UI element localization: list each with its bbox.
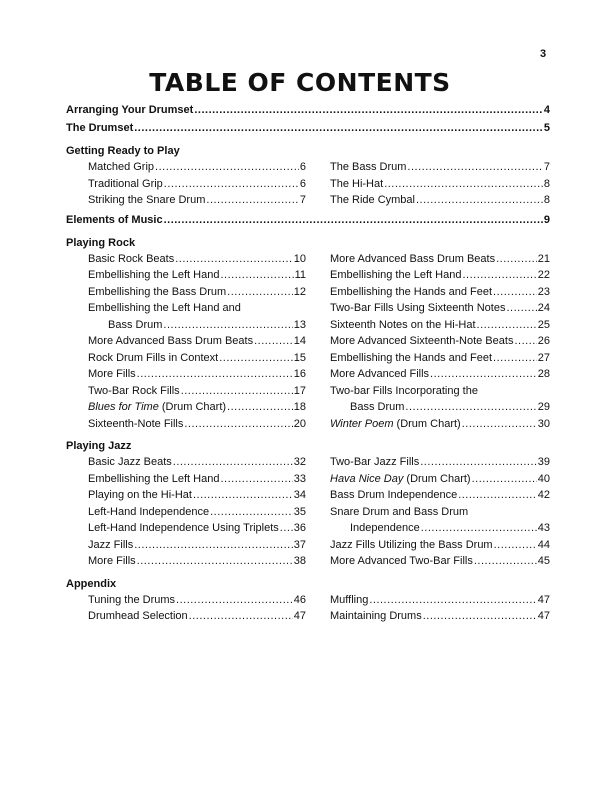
toc-entry[interactable] xyxy=(330,454,550,471)
dot-leader xyxy=(407,159,542,176)
dot-leader xyxy=(474,553,537,570)
entry-page: 17 xyxy=(293,384,306,397)
dot-leader xyxy=(164,211,543,229)
entry-page: 47 xyxy=(537,610,550,622)
section-columns xyxy=(66,592,550,625)
entry-title-text: Embellishing the Bass Drum xyxy=(88,285,227,298)
dot-leader xyxy=(189,608,293,625)
dot-leader xyxy=(184,416,292,433)
toc-entry[interactable] xyxy=(330,553,550,570)
dot-leader xyxy=(155,159,299,176)
dot-leader xyxy=(163,317,292,334)
entry-page: 38 xyxy=(293,555,306,567)
section-heading: Playing Rock xyxy=(66,236,136,249)
toc-entry[interactable] xyxy=(88,487,306,504)
toc-entry[interactable] xyxy=(88,317,306,334)
toc-entry[interactable] xyxy=(88,267,306,284)
entry-title-text: More Advanced Sixteenth-Note Beats xyxy=(330,335,514,347)
entry-page: 8 xyxy=(543,177,550,190)
right-column xyxy=(330,251,550,433)
entry-title-text: More Advanced Two-Bar Fills xyxy=(330,555,473,567)
entry-title-text: Sixteenth-Note Fills xyxy=(88,417,184,430)
entry-title xyxy=(330,383,478,400)
entry-title-text: More Advanced Bass Drum Beats xyxy=(88,335,254,347)
entry-title xyxy=(66,101,193,119)
entry-page: 25 xyxy=(537,318,550,331)
entry-title-text: Embellishing the Left Hand and xyxy=(88,302,241,314)
entry-title-text: (Drum Chart) xyxy=(403,472,471,485)
entry-page: 22 xyxy=(537,269,550,281)
entry-page: 47 xyxy=(293,610,306,622)
toc-entry[interactable] xyxy=(88,159,306,176)
entry-title-text: Bass Drum xyxy=(350,401,405,413)
entry-page: 23 xyxy=(537,285,550,298)
entry-title xyxy=(330,176,383,193)
dot-leader xyxy=(194,101,543,119)
dot-leader xyxy=(506,300,536,317)
dot-leader xyxy=(430,366,537,383)
toc-entry[interactable] xyxy=(88,383,306,400)
entry-title xyxy=(88,300,241,317)
entry-title xyxy=(88,487,192,504)
entry-title-text: Snare Drum and Bass Drum xyxy=(330,505,469,518)
toc-entry[interactable] xyxy=(88,251,306,268)
entry-page: 29 xyxy=(537,401,550,413)
toc-entry[interactable] xyxy=(88,300,306,317)
entry-title-text: Sixteenth Notes on the Hi-Hat xyxy=(330,318,476,331)
entry-title xyxy=(330,487,457,504)
dot-leader xyxy=(206,192,298,209)
toc-entry[interactable] xyxy=(330,487,550,504)
toc-entry[interactable] xyxy=(88,192,306,209)
toc-entry[interactable] xyxy=(330,176,550,193)
toc-entry[interactable] xyxy=(66,101,550,119)
entry-title xyxy=(88,454,172,471)
entry-title xyxy=(330,350,492,367)
entry-title xyxy=(330,504,468,521)
entry-title xyxy=(88,553,136,570)
right-column xyxy=(330,159,550,209)
toc-entry[interactable] xyxy=(88,471,306,488)
entry-title xyxy=(330,366,429,383)
entry-title xyxy=(88,366,136,383)
entry-title-text: Drumhead Selection xyxy=(88,610,188,622)
dot-leader xyxy=(134,119,543,137)
toc-entry[interactable] xyxy=(88,592,306,609)
dot-leader xyxy=(493,350,537,367)
entry-title-text: Striking the Snare Drum xyxy=(88,194,206,206)
toc-entry[interactable] xyxy=(330,366,550,383)
entry-page: 46 xyxy=(293,593,306,606)
toc-entry[interactable] xyxy=(330,350,550,367)
entry-title-text: (Drum Chart) xyxy=(158,401,227,413)
section-columns xyxy=(66,251,550,433)
entry-page: 5 xyxy=(543,122,550,134)
dot-leader xyxy=(496,251,537,268)
dot-leader xyxy=(220,267,293,284)
dot-leader xyxy=(164,176,299,193)
dot-leader xyxy=(220,471,292,488)
entry-title-text: Embellishing the Hands and Feet xyxy=(330,285,493,298)
dot-leader xyxy=(477,317,537,334)
entry-page: 16 xyxy=(293,368,306,380)
entry-title-text: More Advanced Fills xyxy=(330,368,430,380)
toc-entry[interactable] xyxy=(330,333,550,350)
dot-leader xyxy=(514,333,536,350)
entry-page: 20 xyxy=(293,417,306,430)
entry-title xyxy=(330,592,368,609)
entry-page: 24 xyxy=(537,302,550,314)
toc-entry[interactable] xyxy=(88,416,306,433)
left-column xyxy=(88,592,306,625)
toc-entry[interactable] xyxy=(88,553,306,570)
entry-title xyxy=(330,251,495,268)
dot-leader xyxy=(493,284,537,301)
entry-page: 11 xyxy=(294,269,306,281)
entry-page: 40 xyxy=(537,472,550,485)
entry-page: 6 xyxy=(299,161,306,173)
dot-leader xyxy=(462,416,537,433)
toc-entry[interactable] xyxy=(88,176,306,193)
section-columns xyxy=(66,159,550,209)
entry-title-text: Two-Bar Jazz Fills xyxy=(330,456,420,468)
section-heading: Playing Jazz xyxy=(66,440,132,452)
toc-entry[interactable] xyxy=(88,537,306,554)
entry-title xyxy=(88,284,226,301)
toc-entry[interactable] xyxy=(88,608,306,625)
page-title: TABLE OF CONTENTS xyxy=(149,68,451,97)
toc-entry[interactable] xyxy=(330,399,550,416)
entry-title-text: Maintaining Drums xyxy=(330,610,422,622)
dot-leader xyxy=(420,454,537,471)
entry-page: 43 xyxy=(537,522,550,534)
entry-title-italic: Blues for Time xyxy=(88,401,159,413)
dot-leader xyxy=(280,520,293,537)
dot-leader xyxy=(175,251,293,268)
dot-leader xyxy=(254,333,293,350)
dot-leader xyxy=(181,383,293,400)
entry-title-text: More Advanced Bass Drum Beats xyxy=(330,252,496,265)
left-column xyxy=(88,159,306,209)
entry-page: 32 xyxy=(293,456,306,468)
dot-leader xyxy=(421,520,537,537)
entry-title xyxy=(350,399,404,416)
right-column xyxy=(330,454,550,570)
toc-entry[interactable] xyxy=(88,520,306,537)
entry-page: 21 xyxy=(537,252,550,265)
dot-leader xyxy=(137,366,293,383)
entry-page: 7 xyxy=(543,161,550,173)
entry-title-text: More Fills xyxy=(88,368,136,380)
entry-title-text: The Hi-Hat xyxy=(330,177,384,190)
entry-title xyxy=(330,333,513,350)
entry-title-text: More Fills xyxy=(88,555,136,567)
entry-title-text: Bass Drum Independence xyxy=(330,489,458,501)
toc-entry[interactable] xyxy=(88,366,306,383)
entry-title-text: Playing on the Hi-Hat xyxy=(88,489,192,501)
entry-title xyxy=(330,300,505,317)
toc-entry[interactable] xyxy=(88,399,306,416)
dot-leader xyxy=(405,399,536,416)
dot-leader xyxy=(219,350,293,367)
entry-page: 35 xyxy=(293,505,306,518)
toc-entry[interactable] xyxy=(330,537,550,554)
toc-entry[interactable] xyxy=(330,504,550,521)
entry-title xyxy=(88,537,133,554)
toc-entry[interactable] xyxy=(330,520,550,537)
entry-title xyxy=(330,553,473,570)
dot-leader xyxy=(494,537,537,554)
section-heading: Appendix xyxy=(66,577,117,590)
toc-entry[interactable] xyxy=(330,300,550,317)
entry-title xyxy=(330,416,461,433)
entry-title xyxy=(330,608,422,625)
dot-leader xyxy=(173,454,293,471)
entry-title-text: Tuning the Drums xyxy=(88,593,176,606)
entry-title-text: (Drum Chart) xyxy=(393,417,461,430)
entry-title xyxy=(88,399,226,416)
dot-leader xyxy=(227,284,293,301)
toc-entry[interactable] xyxy=(330,159,550,176)
entry-title xyxy=(88,608,188,625)
entry-page: 10 xyxy=(293,252,306,265)
left-column xyxy=(88,251,306,433)
entry-page: 4 xyxy=(543,104,550,116)
entry-title xyxy=(330,159,406,176)
entry-title-text: Arranging Your Drumset xyxy=(66,104,194,116)
entry-page: 9 xyxy=(543,213,550,226)
entry-title-text: Matched Grip xyxy=(88,161,155,173)
entry-title-text: The Ride Cymbal xyxy=(330,194,415,206)
entry-title xyxy=(330,192,415,209)
entry-title xyxy=(88,471,219,488)
entry-page: 37 xyxy=(293,538,306,551)
toc-entry[interactable] xyxy=(330,383,550,400)
entry-page: 15 xyxy=(293,351,306,364)
toc-entry[interactable] xyxy=(66,119,550,137)
entry-title-text: Left-Hand Independence Using Triplets xyxy=(88,522,279,534)
entry-title-text: Two-bar Fills Incorporating the xyxy=(330,384,478,397)
entry-title xyxy=(330,317,476,334)
entry-title xyxy=(330,537,493,554)
right-column xyxy=(330,592,550,625)
dot-leader xyxy=(462,267,536,284)
entry-title xyxy=(88,333,253,350)
entry-title xyxy=(88,267,219,284)
toc-entry[interactable] xyxy=(88,454,306,471)
entry-title xyxy=(88,504,209,521)
entry-title-text: Embellishing the Left Hand xyxy=(88,269,220,281)
toc-entry[interactable] xyxy=(66,211,550,229)
entry-title-text: Two-Bar Fills Using Sixteenth Notes xyxy=(330,302,506,314)
entry-title xyxy=(330,471,471,488)
toc-entry[interactable] xyxy=(330,416,550,433)
entry-title-text: Jazz Fills xyxy=(88,538,134,551)
toc-entry[interactable] xyxy=(330,608,550,625)
toc-entry[interactable] xyxy=(330,192,550,209)
section-columns xyxy=(66,454,550,570)
entry-page: 13 xyxy=(293,318,306,331)
entry-title xyxy=(88,592,175,609)
dot-leader xyxy=(176,592,293,609)
entry-title xyxy=(108,317,162,334)
toc-entry[interactable] xyxy=(330,317,550,334)
entry-title xyxy=(66,119,133,137)
entry-title xyxy=(330,284,492,301)
entry-title-text: Bass Drum xyxy=(108,318,163,331)
entry-page: 36 xyxy=(293,522,306,534)
entry-page: 44 xyxy=(537,538,550,551)
entry-title xyxy=(330,267,461,284)
dot-leader xyxy=(472,471,537,488)
entry-page: 42 xyxy=(537,489,550,501)
toc-entry[interactable] xyxy=(88,350,306,367)
entry-title-italic: Winter Poem xyxy=(330,417,394,430)
entry-title-text: Independence xyxy=(350,522,420,534)
entry-title-text: Rock Drum Fills in Context xyxy=(88,351,219,364)
toc-entry[interactable] xyxy=(88,333,306,350)
entry-page: 18 xyxy=(293,401,306,413)
entry-title xyxy=(88,416,183,433)
dot-leader xyxy=(423,608,537,625)
entry-title xyxy=(88,350,218,367)
entry-title-text: Traditional Grip xyxy=(88,177,163,190)
toc-entry[interactable] xyxy=(88,284,306,301)
entry-page: 45 xyxy=(537,555,550,567)
entry-title xyxy=(330,454,419,471)
toc-entry[interactable] xyxy=(330,592,550,609)
dot-leader xyxy=(210,504,293,521)
dot-leader xyxy=(227,399,293,416)
toc-entry[interactable] xyxy=(330,471,550,488)
entry-title-text: The Drumset xyxy=(66,122,134,134)
dot-leader xyxy=(134,537,293,554)
entry-title-text: Two-Bar Rock Fills xyxy=(88,384,180,397)
entry-title-text: Left-Hand Independence xyxy=(88,505,210,518)
toc-entry[interactable] xyxy=(330,284,550,301)
entry-page: 39 xyxy=(537,456,550,468)
entry-page: 28 xyxy=(537,368,550,380)
toc-entry[interactable] xyxy=(330,251,550,268)
entry-title-text: Basic Jazz Beats xyxy=(88,456,172,468)
entry-title-text: The Bass Drum xyxy=(330,161,407,173)
entry-title-text: Embellishing the Left Hand xyxy=(330,269,462,281)
entry-title-text: Muffling xyxy=(330,593,369,606)
toc-entry[interactable] xyxy=(88,504,306,521)
entry-page: 7 xyxy=(299,194,306,206)
entry-title xyxy=(88,520,279,537)
entry-title xyxy=(88,383,180,400)
dot-leader xyxy=(369,592,536,609)
entry-title xyxy=(88,192,205,209)
table-of-contents xyxy=(66,101,550,627)
entry-title xyxy=(88,176,163,193)
entry-page: 8 xyxy=(543,194,550,206)
left-column xyxy=(88,454,306,570)
entry-page: 12 xyxy=(293,285,306,298)
entry-page: 47 xyxy=(537,593,550,606)
entry-title xyxy=(66,211,163,229)
entry-page: 30 xyxy=(537,417,550,430)
entry-title xyxy=(88,251,174,268)
entry-title-text: Embellishing the Left Hand xyxy=(88,472,220,485)
entry-title xyxy=(88,159,154,176)
entry-title-text: Elements of Music xyxy=(66,213,163,226)
dot-leader xyxy=(416,192,543,209)
toc-entry[interactable] xyxy=(330,267,550,284)
entry-page: 6 xyxy=(299,177,306,190)
dot-leader xyxy=(384,176,543,193)
entry-title-text: Embellishing the Hands and Feet xyxy=(330,351,493,364)
entry-page: 33 xyxy=(293,472,306,485)
entry-page: 34 xyxy=(293,489,306,501)
dot-leader xyxy=(193,487,293,504)
section-heading: Getting Ready to Play xyxy=(66,145,180,157)
entry-title-italic: Hava Nice Day xyxy=(330,472,404,485)
entry-page: 26 xyxy=(537,335,550,347)
dot-leader xyxy=(137,553,293,570)
page-number: 3 xyxy=(540,48,547,60)
entry-title xyxy=(350,520,420,537)
dot-leader xyxy=(458,487,537,504)
entry-page: 14 xyxy=(293,335,306,347)
entry-title-text: Jazz Fills Utilizing the Bass Drum xyxy=(330,538,493,551)
entry-page: 27 xyxy=(537,351,550,364)
entry-title-text: Basic Rock Beats xyxy=(88,252,175,265)
